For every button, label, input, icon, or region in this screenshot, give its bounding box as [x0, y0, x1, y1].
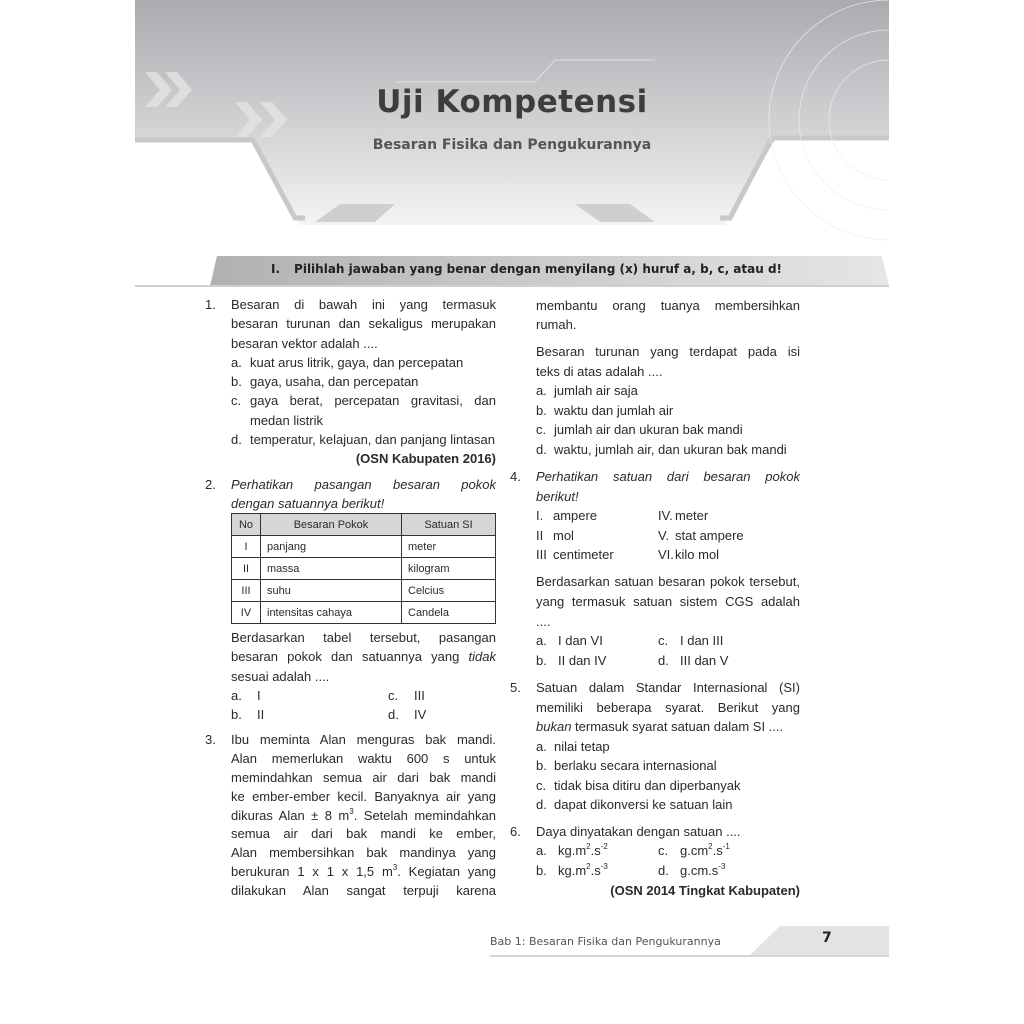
option-label: II: [536, 527, 544, 543]
question-number: 4.: [510, 469, 521, 484]
question-number: 3.: [205, 732, 216, 747]
option-text: centimeter: [553, 547, 614, 563]
text-line: [536, 717, 800, 737]
cell: Candela: [402, 602, 496, 624]
text-line: medan listrik: [250, 412, 323, 428]
option-label: c.: [536, 777, 547, 793]
option-label: a.: [231, 687, 242, 703]
text-line: [536, 698, 800, 718]
text-line: [536, 678, 800, 698]
text-line: Berdasarkan satuan besaran pokok tersebut,: [536, 574, 800, 589]
superscript: 2: [586, 862, 591, 871]
text-line: [231, 807, 496, 826]
italic-text: dengan satuannya berikut!: [231, 496, 385, 512]
page-title: Uji Kompetensi: [376, 84, 648, 120]
text-line: besaran turunan dan sekaligus merupakan: [231, 316, 496, 332]
answer-option: [536, 861, 658, 881]
text-line: [231, 825, 496, 844]
option-label: c.: [536, 422, 547, 438]
answer-option: [536, 795, 800, 815]
option-row: [536, 631, 800, 651]
source-citation: (OSN Kabupaten 2016): [355, 451, 496, 467]
text-segment: g.cm: [680, 843, 709, 859]
text-line: teks di atas adalah ....: [536, 363, 663, 379]
question-number: 2.: [205, 477, 216, 492]
cell: II: [232, 558, 261, 580]
text-line: Besaran turunan yang terdapat pada isi: [536, 344, 800, 359]
question-number: 1.: [205, 297, 216, 312]
cell: meter: [402, 536, 496, 558]
text-line: [231, 731, 496, 750]
option-label: b.: [536, 758, 547, 773]
question-block: [510, 822, 800, 900]
answer-option: [536, 776, 800, 796]
answer-option: [658, 506, 780, 526]
italic-text: berikut!: [536, 488, 579, 504]
option-label: a.: [536, 843, 547, 859]
text-segment: Berdasarkan tabel tersebut, pasangan: [231, 630, 496, 645]
text-line: Besaran di bawah ini yang termasuk: [231, 297, 496, 312]
text-segment: kg.m: [558, 843, 587, 859]
table-row: [232, 580, 496, 602]
option-text: III dan V: [680, 653, 729, 669]
option-label: d.: [388, 707, 399, 723]
cell: suhu: [261, 580, 402, 602]
option-text: jumlah air saja: [554, 383, 638, 399]
question-number: 5.: [510, 680, 521, 695]
option-text: [250, 391, 496, 430]
answer-option: [536, 841, 658, 861]
text-segment: memindahkan semua air dari bak mandi: [231, 769, 496, 785]
text-line: [231, 788, 496, 807]
section-instruction: [271, 262, 796, 276]
text-line: [231, 882, 496, 901]
cell: IV: [232, 602, 261, 624]
col-header: No: [232, 514, 261, 536]
option-label: V.: [658, 527, 670, 543]
text-line: [536, 487, 800, 507]
page-number: 7: [822, 930, 832, 946]
option-label: a.: [536, 633, 547, 649]
option-text: I dan III: [680, 633, 724, 649]
question-block: [231, 628, 496, 724]
italic-text: Perhatikan satuan dari besaran pokok: [536, 469, 800, 484]
instruction-text: Pilihlah jawaban yang benar dengan menyilang (x) huruf a, b, c, atau d!: [294, 262, 783, 276]
option-text: [250, 372, 496, 391]
answer-option: [231, 391, 496, 430]
answer-option: [388, 686, 545, 705]
text-line: gaya berat, percepatan gravitasi, dan: [250, 393, 496, 409]
text-segment: Satuan dalam Standar Internasional (SI): [536, 680, 800, 695]
answer-option: [388, 705, 545, 724]
option-label: b.: [536, 863, 547, 878]
text-segment: sesuai adalah ....: [231, 668, 330, 684]
text-line: kuat arus litrik, gaya, dan percepatan: [250, 354, 464, 370]
answer-option: [536, 401, 800, 421]
superscript: 2: [708, 842, 713, 852]
text-segment: Alan memerlukan waktu 600 s untuk: [231, 750, 496, 766]
answer-option: [658, 545, 780, 565]
superscript: 3: [392, 863, 398, 873]
option-label: III: [536, 547, 547, 563]
source-citation: (OSN 2014 Tingkat Kabupaten): [610, 882, 800, 898]
answer-option: [536, 440, 800, 460]
text-segment: . Setelah memindahkan: [353, 807, 496, 823]
answer-option: [231, 686, 388, 705]
option-text: [558, 861, 658, 881]
answer-option: [536, 631, 658, 651]
answer-option: [231, 353, 496, 372]
text-segment: besaran pokok dan satuannya yang: [231, 649, 469, 665]
answer-option: [658, 861, 780, 881]
text-line: yang termasuk satuan sistem CGS adalah: [536, 593, 800, 609]
question-number: 6.: [510, 824, 521, 839]
besaran-pokok-table: [231, 513, 496, 624]
text-line: [231, 769, 496, 788]
option-text: nilai tetap: [554, 738, 610, 754]
option-text: berlaku secara internasional: [554, 758, 717, 773]
answer-option: [658, 841, 780, 861]
italic-text: Perhatikan pasangan besaran pokok: [231, 477, 496, 492]
option-text: I: [257, 687, 261, 703]
text-segment: memiliki beberapa syarat. Berikut yang: [536, 699, 800, 715]
answer-option: [536, 526, 658, 546]
option-text: waktu, jumlah air, dan ukuran bak mandi: [554, 441, 787, 457]
option-row: [536, 526, 800, 546]
text-segment: .s: [590, 863, 601, 878]
option-label: I.: [536, 508, 544, 524]
option-text: tidak bisa ditiru dan diperbanyak: [554, 777, 741, 793]
cell: I: [232, 536, 261, 558]
option-text: [558, 841, 658, 861]
option-text: mol: [553, 527, 574, 543]
option-text: jumlah air dan ukuran bak mandi: [554, 422, 743, 438]
footer-chapter: Bab 1: Besaran Fisika dan Pengukurannya: [490, 935, 721, 948]
answer-option: [658, 631, 780, 651]
text-line: rumah.: [536, 317, 577, 333]
text-segment: . Kegiatan yang: [397, 864, 496, 880]
answer-option: [536, 420, 800, 440]
col-header: Besaran Pokok: [261, 514, 402, 536]
option-label: c.: [231, 393, 242, 409]
table-header-row: [232, 514, 496, 536]
text-segment: Ibu meminta Alan menguras bak mandi.: [231, 732, 496, 747]
option-text: [680, 841, 780, 861]
option-label: a.: [231, 354, 242, 370]
cell: massa: [261, 558, 402, 580]
question-block: [205, 731, 496, 901]
option-text: [250, 430, 496, 449]
option-text: IV: [414, 707, 427, 723]
option-row: [536, 651, 800, 671]
text-segment: kg.m: [558, 863, 587, 878]
text-line: [231, 475, 496, 494]
option-label: d.: [231, 432, 242, 448]
text-segment: berukuran 1 x 1 x 1,5 m: [231, 864, 393, 880]
text-segment: dikuras Alan ± 8 m: [231, 807, 350, 823]
answer-option: [231, 430, 496, 449]
option-label: b.: [536, 402, 547, 418]
option-label: c.: [388, 687, 399, 703]
option-label: d.: [536, 797, 547, 812]
text-line: temperatur, kelajuan, dan panjang lintasan: [250, 432, 496, 448]
table-row: [232, 536, 496, 558]
section-number: I.: [271, 262, 281, 276]
text-segment: termasuk syarat satuan dalam SI ....: [571, 719, 784, 734]
option-row: [536, 841, 800, 861]
superscript: -3: [718, 862, 726, 871]
text-segment: Alan membersihkan bak mandinya yang: [231, 845, 496, 861]
option-label: d.: [536, 441, 547, 457]
cell: kilogram: [402, 558, 496, 580]
option-text: II: [257, 707, 265, 723]
answer-option: [536, 651, 658, 671]
italic-text: bukan: [536, 719, 572, 734]
option-label: c.: [658, 843, 669, 859]
question-block: [536, 342, 800, 460]
text-line: besaran vektor adalah ....: [231, 335, 378, 351]
answer-option: [231, 705, 388, 724]
answer-option: [658, 651, 780, 671]
option-text: kilo mol: [675, 547, 720, 563]
text-line: [231, 647, 496, 666]
text-line: [231, 863, 496, 882]
text-line: ....: [536, 613, 551, 629]
option-text: [250, 353, 496, 372]
cell: intensitas cahaya: [261, 602, 402, 624]
option-text: meter: [675, 508, 709, 524]
option-text: [680, 861, 780, 881]
cell: Celcius: [402, 580, 496, 602]
answer-option: [536, 545, 658, 565]
superscript: -1: [722, 842, 730, 852]
option-row: [536, 506, 800, 526]
text-line: gaya, usaha, dan percepatan: [250, 374, 419, 390]
option-text: waktu dan jumlah air: [554, 402, 674, 418]
option-row: [231, 686, 496, 705]
answer-option: [231, 372, 496, 391]
option-row: [536, 545, 800, 565]
option-label: IV.: [658, 508, 673, 524]
option-label: d.: [658, 653, 669, 669]
question-block: [205, 475, 496, 514]
option-label: b.: [231, 374, 242, 390]
text-line: membantu orang tuanya membersihkan: [536, 298, 800, 313]
text-line: [231, 494, 496, 513]
answer-option: [536, 756, 800, 776]
text-line: [536, 467, 800, 487]
option-label: a.: [536, 383, 547, 399]
option-text: III: [414, 687, 425, 703]
text-line: [231, 628, 496, 647]
text-segment: .s: [590, 843, 601, 859]
question-block: [205, 295, 496, 469]
text-line: [231, 750, 496, 769]
question-block: [510, 467, 800, 565]
question-block: [536, 296, 800, 335]
cell: III: [232, 580, 261, 602]
option-label: c.: [658, 633, 669, 649]
col-header: Satuan SI: [402, 514, 496, 536]
option-row: [231, 705, 496, 724]
option-text: ampere: [553, 508, 598, 524]
cell: panjang: [261, 536, 402, 558]
option-text: II dan IV: [558, 653, 607, 669]
text-segment: semua air dari bak mandi ke ember,: [231, 826, 496, 842]
answer-option: [658, 526, 780, 546]
superscript: -2: [600, 842, 608, 852]
superscript: 3: [349, 806, 354, 816]
question-stem: Daya dinyatakan dengan satuan ....: [536, 824, 741, 839]
table-row: [232, 558, 496, 580]
question-block: [510, 678, 800, 815]
option-label: b.: [231, 707, 242, 723]
italic-text: tidak: [468, 649, 496, 665]
text-line: [231, 844, 496, 863]
text-segment: .s: [712, 843, 723, 859]
option-label: a.: [536, 738, 547, 754]
option-label: VI.: [658, 547, 674, 563]
question-block: [536, 572, 800, 671]
text-line: [231, 667, 496, 686]
answer-option: [536, 381, 800, 401]
superscript: 2: [586, 842, 591, 852]
option-text: dapat dikonversi ke satuan lain: [554, 797, 733, 812]
option-text: stat ampere: [675, 527, 744, 543]
page-subtitle: Besaran Fisika dan Pengukurannya: [372, 137, 652, 153]
option-row: [536, 861, 800, 881]
option-label: d.: [658, 863, 669, 878]
superscript: -3: [600, 862, 608, 871]
text-segment: g.cm.s: [680, 863, 719, 878]
option-label: b.: [536, 653, 547, 669]
text-segment: dilakukan Alan sangat terpuji karena: [231, 883, 496, 899]
answer-option: [536, 506, 658, 526]
option-text: I dan VI: [558, 633, 603, 649]
table-row: [232, 602, 496, 624]
text-segment: ke ember-ember kecil. Banyaknya air yang: [231, 788, 496, 804]
answer-option: [536, 737, 800, 757]
